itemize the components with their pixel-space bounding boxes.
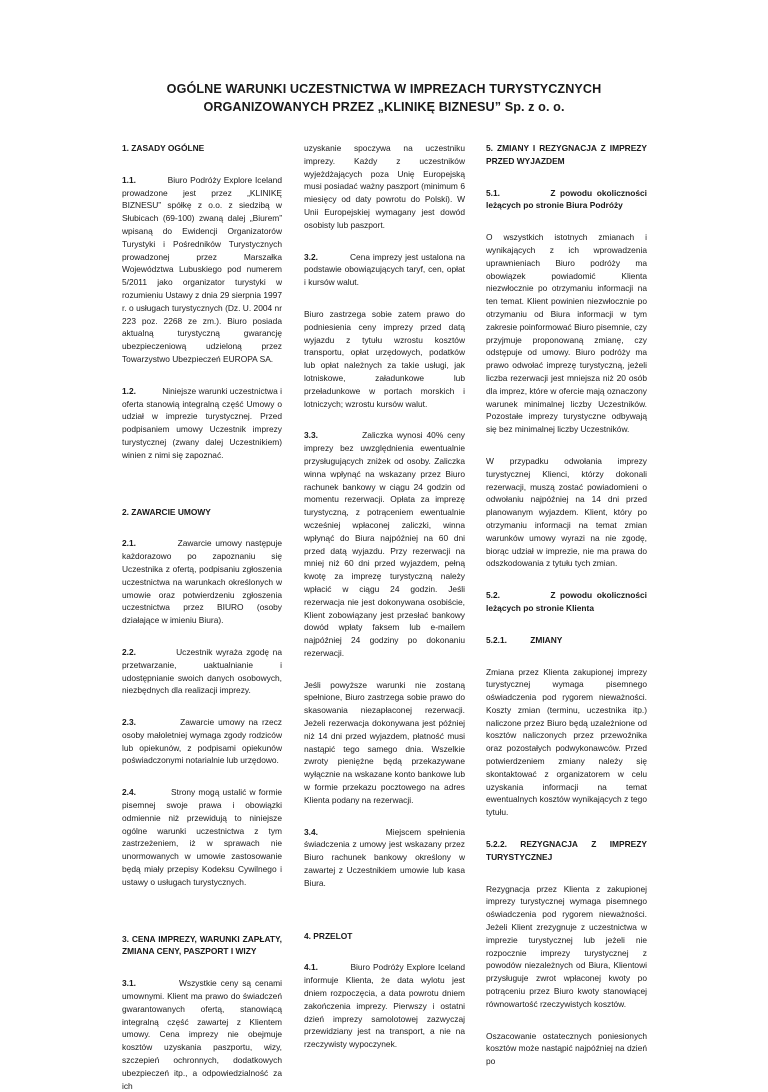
paragraph-number: 5.2. bbox=[486, 590, 500, 601]
title-word: IMPREZY bbox=[609, 839, 647, 850]
paragraph-5-2-2-title bbox=[486, 838, 647, 851]
paragraph-3-1 bbox=[122, 977, 282, 1092]
paragraph-text: Uczestnik wyraża zgodę na przetwarzanie, uaktualnianie i udostępnianie swoich danych osobowych, niezbędnych dla realizacji imprezy. bbox=[122, 646, 282, 696]
title-word: Z bbox=[591, 839, 597, 850]
paragraph-text: Wszystkie ceny są cenami umownymi. Klient ma prawo do świadczeń gwarantowanych ofertą, stanowiącą integralną część zawartej z Klientem umowy. Cena imprezy nie obejmuje kosztów uzyskania paszportu, wizy, szczepień ochronnych, dodatkowych ubezpieczeń itp., a odpowiedzialność za ich bbox=[122, 978, 282, 1091]
paragraph-5-2-1: Zmiana przez Klienta zakupionej imprezy turystycznej wymaga pisemnego oświadczenia pod rygorem nieważności. Koszty zmian (terminu, uczestnika itp.) naliczone przez Biuro będą uzależnione od kosztów naliczonych przez przewoźnika oraz pozostałych podwykonawców. Przed potwierdzeniem zmiany należy się skontaktować z organizatorem w celu uzyskania informacji na temat ewentualnych kosztów wynikających z tego tytułu. bbox=[486, 666, 647, 818]
title-line-2: ORGANIZOWANYCH PRZEZ „KLINIKĘ BIZNESU” Sp. z o. o. bbox=[203, 100, 565, 114]
paragraph-2-2 bbox=[122, 646, 282, 697]
paragraph-5-2-1-title bbox=[486, 634, 647, 647]
section-4-heading: 4. PRZELOT bbox=[304, 930, 353, 941]
paragraph-text: Niniejsze warunki uczestnictwa i oferta stanowią integralną część Umowy o udział w imprezie turystycznej. Przed podpisaniem umowy Uczestnik imprezy turystycznej (zwany dalej Uczestnikiem) winien z nimi się zapoznać. bbox=[122, 385, 282, 460]
paragraph-3-2-b: Biuro zastrzega sobie zatem prawo do podniesienia ceny imprezy przed datą wyjazdu z tytułu wzrostu kosztów transportu, opłat urzędowych, podatków lub opłat należnych za takie usługi, jak lotniskowe, załadunkowe lub przeładunkowe w portach morskich i lotniczych; wzrostu kursów walut. bbox=[304, 308, 465, 409]
paragraph-number: 2.2. bbox=[122, 646, 136, 657]
paragraph-number: 3.2. bbox=[304, 251, 318, 262]
paragraph-number: 3.1. bbox=[122, 978, 136, 989]
paragraph-text: Zawarcie umowy na rzecz osoby małoletniej wymaga zgody rodziców lub opiekunów, z podpisami opiekunów poświadczonymi notarialnie lub urzędowo. bbox=[122, 717, 282, 766]
document-title bbox=[0, 80, 768, 116]
title-word: REZYGNACJA bbox=[520, 839, 578, 850]
paragraph-number: 2.1. bbox=[122, 538, 136, 549]
title-word: TURYSTYCZNEJ bbox=[486, 851, 553, 862]
paragraph-title: ZMIANY bbox=[530, 634, 563, 645]
paragraph-text: Zawarcie umowy następuje każdorazowo po zapoznaniu się Uczestnika z ofertą, podpisaniu zgłoszenia uczestnictwa na warunkach określonych w umowie oraz potwierdzeniu zgłoszenia uczestnictwa przez BIURO (osoby działające w imieniu Biura). bbox=[122, 538, 282, 626]
section-2-heading: 2. ZAWARCIE UMOWY bbox=[122, 506, 211, 517]
paragraph-5-2-2-b: Oszacowanie ostatecznych poniesionych kosztów może nastąpić najpóźniej na dzień po bbox=[486, 1030, 647, 1067]
column-3 bbox=[486, 142, 647, 1068]
column-1 bbox=[122, 142, 282, 1092]
paragraph-number: 5.2.1. bbox=[486, 634, 507, 645]
paragraph-5-2-title bbox=[486, 589, 647, 615]
paragraph-text: Strony mogą ustalić w formie pisemnej swoje prawa i obowiązki odmiennie niż przewidują to niniejsze ogólne warunki uczestnictwa z tym zastrzeżeniem, iż w sprawach nie unormowanych w umowie zastosowanie będą miały przepisy Kodeksu Cywilnego i ustawy o usługach turystycznych. bbox=[122, 787, 282, 887]
paragraph-title: Z powodu okoliczności leżących po stronie Klienta bbox=[486, 590, 647, 613]
paragraph-number: 2.4. bbox=[122, 787, 136, 798]
paragraph-number: 3.4. bbox=[304, 826, 318, 837]
paragraph-3-2 bbox=[304, 251, 465, 289]
paragraph-2-3 bbox=[122, 716, 282, 767]
section-3-heading: 3. CENA IMPREZY, WARUNKI ZAPŁATY, ZMIANA CENY, PASZPORT I WIZY bbox=[122, 933, 282, 957]
paragraph-3-3-b: Jeśli powyższe warunki nie zostaną spełnione, Biuro zastrzega sobie prawo do skasowania niezapłaconej rezerwacji. Jeżeli rezerwacja dokonywana jest później niż 14 dni przed wyjazdem, płatność musi nastąpić tego samego dnia. Wszelkie zwroty pieniężne będą przekazywane wyłącznie na wskazane konto bankowe lub w formie przekazu pocztowego na adres Klienta podany na rezerwacji. bbox=[304, 679, 465, 805]
paragraph-number: 5.1. bbox=[486, 187, 500, 198]
paragraph-5-2-2: Rezygnacja przez Klienta z zakupionej imprezy turystycznej wymaga pisemnego oświadczenia pod rygorem nieważności. Jeżeli Klient zrezygnuje z uczestnictwa w imprezie turystycznej lub jeżeli nie rozpocznie imprezy turystycznej z powodów niezależnych od Biura, Klientowi przysługuje zwrot wpłaconej kwoty po potrąceniu przez Biuro kwoty stanowiącej równowartość rzeczywistych kosztów. bbox=[486, 883, 647, 1009]
paragraph-number: 3.3. bbox=[304, 430, 318, 441]
paragraph-2-1 bbox=[122, 537, 282, 627]
title-line-1: OGÓLNE WARUNKI UCZESTNICTWA W IMPREZACH TURYSTYCZNYCH bbox=[166, 82, 602, 96]
paragraph-5-1-title bbox=[486, 187, 647, 213]
paragraph-3-1-continued: uzyskanie spoczywa na uczestniku imprezy. Każdy z uczestników wyjeżdżających poza Unię Europejską musi posiadać ważny paszport (minimum 6 miesięcy od daty powrotu do Polski). W Unii Europejskiej wymagany jest dowód osobisty lub paszport. bbox=[304, 143, 465, 230]
paragraph-number: 5.2.2. bbox=[486, 839, 507, 850]
column-2 bbox=[304, 142, 465, 1051]
paragraph-title: Z powodu okoliczności leżących po stronie Biura Podróży bbox=[486, 187, 647, 211]
paragraph-number: 2.3. bbox=[122, 717, 136, 728]
paragraph-text: Biuro Podróży Explore Iceland prowadzone jest przez „KLINIKĘ BIZNESU” spółkę z o.o. z siedzibą w Słubicach (69-100) zwaną dalej „Biurem” wpisaną do Ewidencji Organizatorów Turystyki i Pośredników Turystycznych prowadzonej przez Marszałka Województwa Lubuskiego pod numerem 5/2011 jako organizator turystyki w rozumieniu Ustawy z dnia 29 sierpnia 1997 r. o usługach turystycznych (Dz. U. 2004 nr 223 poz. 2268 ze zm.). Biuro posiada aktualną turystyczną gwarancję ubezpieczeniową udzieloną przez Towarzystwo Ubezpieczeń EUROPA SA. bbox=[122, 174, 282, 364]
paragraph-number: 1.2. bbox=[122, 385, 136, 396]
section-5-heading: 5. ZMIANY I REZYGNACJA Z IMPREZY PRZED WYJAZDEM bbox=[486, 143, 647, 166]
paragraph-5-1: O wszystkich istotnych zmianach i wynikających z ich wprowadzenia uprawnieniach Biuro podróży ma obowiązek powiadomić Klienta niezwłocznie po otrzymaniu informacji na ten temat. Klient powinien niezwłocznie po otrzymaniu od Biura informacji w tym zakresie poinformować Biuro pisemnie, czy przyjmuje proponowaną zmianę, czy odstępuje od umowy. Biuro podróży ma prawo odwołać imprezę turystyczną, jeżeli liczba rezerwacji jest mniejsza niż 20 osób dla imprez, które w ofercie mają oznaczony warunek minimalnej liczby Uczestników. Pozostałe imprezy turystyczne odbywają się bez minimalnej liczby Uczestników. bbox=[486, 232, 647, 435]
section-1-heading: 1. ZASADY OGÓLNE bbox=[122, 143, 205, 153]
paragraph-5-1-b: W przypadku odwołania imprezy turystycznej Klienci, którzy dokonali rezerwacji, muszą zostać powiadomieni o odwołaniu najpóźniej na 14 dni przed planowanym wyjazdem. Klient, który po otrzymaniu informacji na temat zmian warunków umowy wyrazi na nie zgodę, biorąc udział w imprezie, nie ma prawa do odszkodowania z tytułu tych zmian. bbox=[486, 455, 647, 569]
paragraph-4-1 bbox=[304, 961, 465, 1051]
paragraph-3-3 bbox=[304, 429, 465, 659]
paragraph-text: Miejscem spełnienia świadczenia z umowy jest wskazany przez Biuro rachunek bankowy określony w zawartej z Uczestnikiem umowie lub kasa Biura. bbox=[304, 826, 465, 888]
paragraph-1-1 bbox=[122, 174, 282, 366]
paragraph-1-2 bbox=[122, 385, 282, 462]
paragraph-text: Zaliczka wynosi 40% ceny imprezy bez uwzględnienia ewentualnie przysługujących zniżek od osoby. Zaliczka winna wpłynąć na wskazany przez Biuro rachunek bankowy w ciągu 24 godzin od momentu rezerwacji. Opłata za imprezę turystyczną, z potrąceniem ewentualnie wcześniej wpłaconej zaliczki, winna wpłynąć do Biura najpóźniej na 60 dni przed datą wyjazdu. Przy rezerwacji na mniej niż 60 dni przed wyjazdem, pełną kwotę za imprezę turystyczną należy wpłacić w ciągu 24 godzin. Jeśli rezerwacja nie jest dokonywana osobiście, Klient zobowiązany jest przesłać bankowy dowód wpłaty faksem lub e-mailem najpóźniej 24 godziny po dokonaniu rezerwacji. bbox=[304, 430, 465, 658]
paragraph-number: 1.1. bbox=[122, 174, 136, 185]
paragraph-2-4 bbox=[122, 786, 282, 888]
paragraph-number: 4.1. bbox=[304, 962, 318, 973]
paragraph-text: Cena imprezy jest ustalona na podstawie obowiązujących taryf, cen, opłat i kursów walut. bbox=[304, 251, 465, 288]
paragraph-3-4 bbox=[304, 826, 465, 890]
paragraph-text: Biuro Podróży Explore Iceland informuje Klienta, że data wylotu jest dniem rozpoczęcia, a data powrotu dniem zakończenia imprezy. Pierwszy i ostatni dzień imprezy samolotowej zazwyczaj przewidziany jest na transport, a nie na rzeczywisty wypoczynek. bbox=[304, 962, 465, 1050]
